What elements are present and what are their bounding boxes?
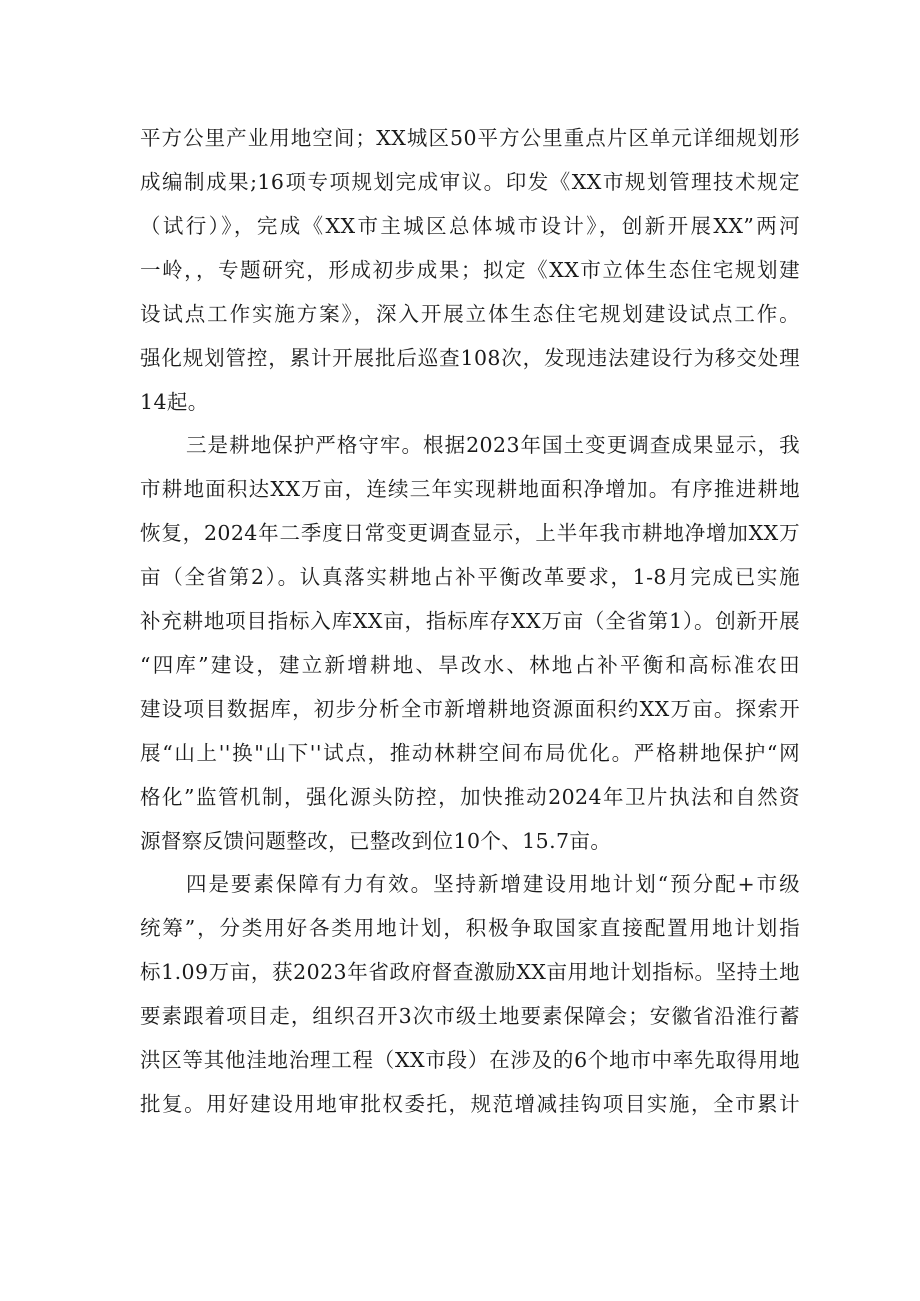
text-line: 统筹”，分类用好各类用地计划，积极争取国家直接配置用地计划指 bbox=[140, 916, 800, 940]
text-line: 批复。用好建设用地审批权委托，规范增减挂钩项目实施，全市累计 bbox=[140, 1092, 800, 1116]
text-line: 源督察反馈问题整改，已整改到位10个、15.7亩。 bbox=[140, 829, 612, 853]
text-line: 市耕地面积达XX万亩，连续三年实现耕地面积净增加。有序推进耕地 bbox=[140, 477, 800, 501]
text-line: 设试点工作实施方案》，深入开展立体生态住宅规划建设试点工作。 bbox=[140, 302, 800, 326]
text-line: 展“山上''换"山下''试点，推动林耕空间布局优化。严格耕地保护“网 bbox=[140, 741, 800, 765]
text-line: 一岭，，专题研究，形成初步成果；拟定《XX市立体生态住宅规划建 bbox=[140, 258, 800, 282]
text-line: 格化”监管机制，强化源头防控，加快推动2024年卫片执法和自然资 bbox=[140, 785, 800, 809]
paragraph-first-line: 三是耕地保护严格守牢。根据2023年国土变更调查成果显示，我 bbox=[186, 433, 800, 457]
text-line: 成编制成果;16项专项规划完成审议。印发《XX市规划管理技术规定 bbox=[140, 170, 800, 194]
text-line: （试行）》，完成《XX市主城区总体城市设计》，创新开展XX”两河 bbox=[140, 214, 800, 238]
text-line: 洪区等其他洼地治理工程（XX市段）在涉及的6个地市中率先取得用地 bbox=[140, 1048, 800, 1072]
text-line: 强化规划管控，累计开展批后巡查108次，发现违法建设行为移交处理 bbox=[140, 346, 800, 370]
text-line: 亩（全省第2）。认真落实耕地占补平衡改革要求，1-8月完成已实施 bbox=[140, 565, 800, 589]
text-line: 建设项目数据库，初步分析全市新增耕地资源面积约XX万亩。探索开 bbox=[140, 697, 800, 721]
text-line: 14起。 bbox=[140, 390, 209, 414]
text-line: 恢复，2024年二季度日常变更调查显示，上半年我市耕地净增加XX万 bbox=[140, 521, 800, 545]
text-line: 要素跟着项目走，组织召开3次市级土地要素保障会；安徽省沿淮行蓄 bbox=[140, 1004, 800, 1028]
text-line: 补充耕地项目指标入库XX亩，指标库存XX万亩（全省第1）。创新开展 bbox=[140, 609, 800, 633]
text-line: 平方公里产业用地空间；XX城区50平方公里重点片区单元详细规划形 bbox=[140, 126, 800, 150]
paragraph-first-line: 四是要素保障有力有效。坚持新增建设用地计划“预分配+市级 bbox=[186, 872, 800, 896]
text-line: “四库”建设，建立新增耕地、旱改水、林地占补平衡和高标准农田 bbox=[140, 653, 800, 677]
text-line: 标1.09万亩，获2023年省政府督查激励XX亩用地计划指标。坚持土地 bbox=[140, 960, 800, 984]
